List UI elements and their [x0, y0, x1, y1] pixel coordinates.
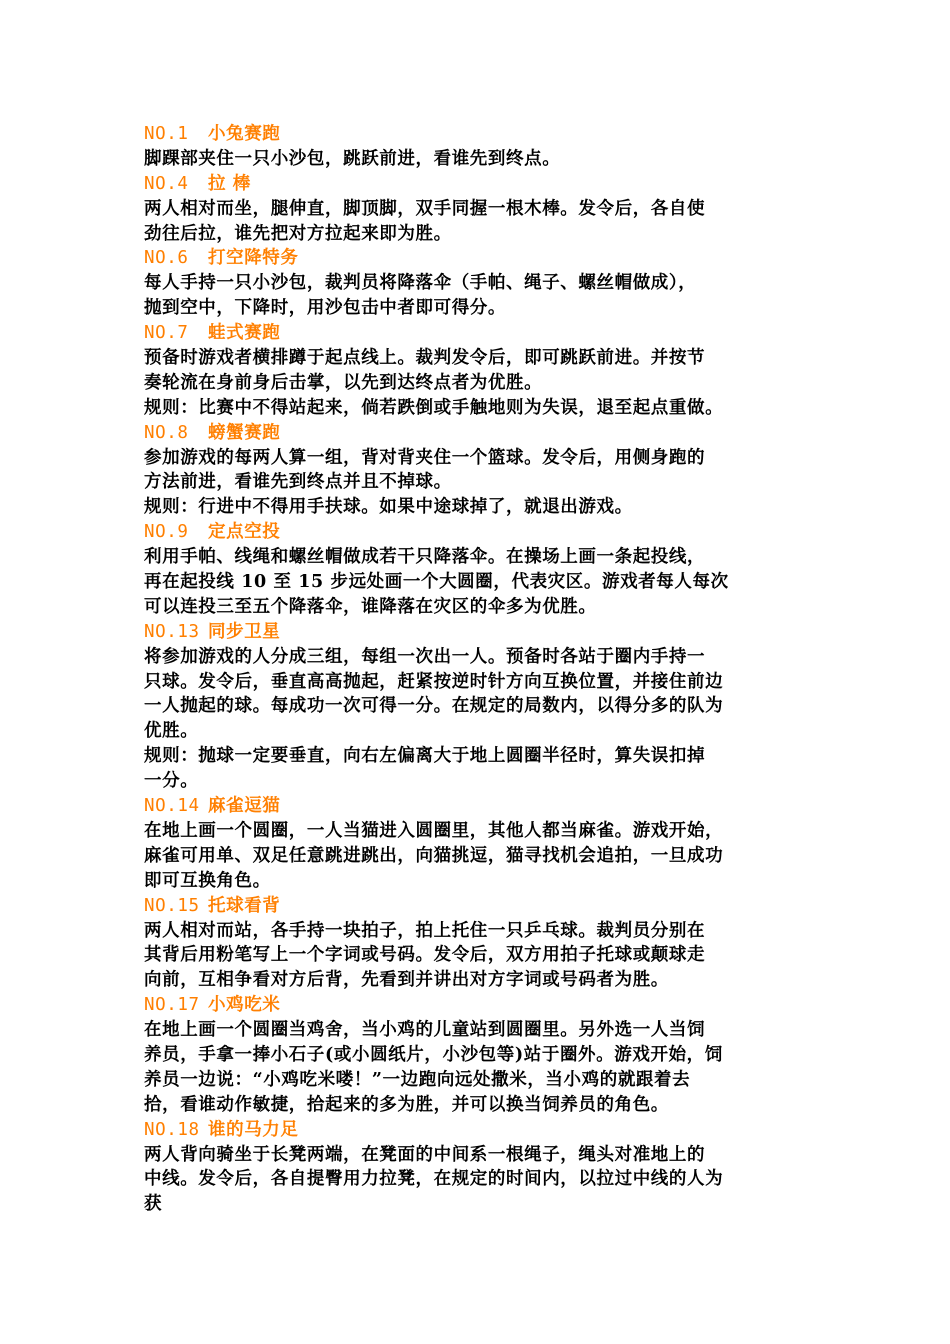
paragraph-line: 在地上画一个圆圈当鸡舍，当小鸡的儿童站到圆圈里。另外选一人当饲: [144, 1020, 706, 1041]
paragraph-line: 两人相对而站，各手持一块拍子，拍上托住一只乒乓球。裁判员分别在: [144, 920, 706, 941]
paragraph-line: 每人手持一只小沙包，裁判员将降落伞（手帕、绳子、螺丝帽做成），: [144, 273, 697, 294]
section-title: 蛙式赛跑: [208, 323, 281, 344]
paragraph-line: 一分。: [144, 771, 199, 792]
paragraph-line: 向前，互相争看对方后背，先看到并讲出对方字词或号码者为胜。: [144, 970, 669, 991]
section-heading: [144, 620, 814, 645]
paragraph-line: 规则：比赛中不得站起来，倘若跌倒或手触地则为失误，退至起点重做。: [144, 397, 724, 418]
paragraph-line: 规则：行进中不得用手扶球。如果中途球掉了，就退出游戏。: [144, 497, 633, 518]
section-heading: [144, 246, 814, 271]
paragraph-line: 养员，手拿一捧小石子(或小圆纸片，小沙包等)站于圈外。游戏开始，饲: [144, 1044, 723, 1065]
paragraph-line: 脚踝部夹住一只小沙包，跳跃前进，看谁先到终点。: [144, 148, 561, 169]
paragraph-line: 预备时游戏者横排蹲于起点线上。裁判发令后，即可跳跃前进。并按节: [144, 348, 706, 369]
section-heading: [144, 122, 814, 147]
paragraph-line: 规则：抛球一定要垂直，向右左偏离大于地上圆圈半径时，算失误扣掉: [144, 746, 706, 767]
section-number: NO.15: [144, 895, 200, 916]
paragraph-line: 中线。发令后，各自提臀用力拉凳，在规定的时间内，以拉过中线的人为: [144, 1169, 724, 1190]
section-number: NO.8: [144, 422, 189, 443]
paragraph-line: 在地上画一个圆圈，一人当猫进入圆圈里，其他人都当麻雀。游戏开始，: [144, 820, 724, 841]
section-title: 小兔赛跑: [208, 124, 281, 144]
section-number: NO.9: [144, 522, 189, 543]
paragraph-line: 方法前进，看谁先到终点并且不掉球。: [144, 472, 452, 493]
paragraph-line: 参加游戏的每两人算一组，背对背夹住一个篮球。发令后，用侧身跑的: [144, 447, 706, 468]
document-page: [144, 122, 814, 1217]
section-heading: [144, 894, 814, 919]
paragraph-line: 可以连投三至五个降落伞，谁降落在灾区的伞多为优胜。: [144, 596, 597, 617]
section-heading: [144, 993, 814, 1018]
paragraph-line: 抛到空中，下降时，用沙包击中者即可得分。: [144, 298, 506, 319]
section-title: 托球看背: [208, 895, 281, 916]
section-heading: [144, 172, 814, 197]
paragraph-line: 获: [144, 1194, 163, 1215]
section-heading: [144, 520, 814, 545]
paragraph-line: 优胜。: [144, 721, 199, 742]
section-title: 拉 棒: [208, 173, 251, 194]
paragraph-line: 只球。发令后，垂直高高抛起，赶紧按逆时针方向互换位置，并接住前边: [144, 671, 724, 692]
paragraph-line: 利用手帕、线绳和螺丝帽做成若干只降落伞。在操场上画一条起投线，: [144, 547, 706, 568]
section-heading: [144, 794, 814, 819]
section-number: NO.13: [144, 621, 200, 642]
section-title: 麻雀逗猫: [208, 796, 281, 817]
section-number: NO.18: [144, 1119, 200, 1140]
paragraph-line: 一人抛起的球。每成功一次可得一分。在规定的局数内，以得分多的队为: [144, 696, 724, 717]
section-number: NO.6: [144, 248, 189, 269]
paragraph-line: 将参加游戏的人分成三组，每组一次出一人。预备时各站于圈内手持一: [144, 646, 706, 667]
paragraph-line: 两人相对而坐，腿伸直，脚顶脚，双手同握一根木棒。发令后，各自使: [144, 198, 706, 219]
section-number: NO.1: [144, 124, 189, 144]
section-title: 谁的马力足: [208, 1119, 299, 1140]
paragraph-line: 奏轮流在身前身后击掌，以先到达终点者为优胜。: [144, 372, 543, 393]
paragraph-line: 劲往后拉，谁先把对方拉起来即为胜。: [144, 223, 452, 244]
section-number: NO.4: [144, 173, 189, 194]
section-heading: [144, 1118, 814, 1143]
section-number: NO.14: [144, 796, 200, 817]
paragraph-line: 养员一边说：“小鸡吃米喽！”一边跑向远处撒米，当小鸡的就跟着去: [144, 1069, 691, 1090]
paragraph-line: 即可互换角色。: [144, 870, 271, 891]
section-heading: [144, 321, 814, 346]
section-title: 打空降特务: [208, 248, 299, 269]
section-number: NO.17: [144, 995, 200, 1016]
paragraph-line: 其背后用粉笔写上一个字词或号码。发令后，双方用拍子托球或颠球走: [144, 945, 706, 966]
paragraph-line: 麻雀可用单、双足任意跳进跳出，向猫挑逗，猫寻找机会追拍，一旦成功: [144, 845, 724, 866]
section-number: NO.7: [144, 323, 189, 344]
paragraph-line: 两人背向骑坐于长凳两端，在凳面的中间系一根绳子，绳头对准地上的: [144, 1144, 706, 1165]
paragraph-line: 拾，看谁动作敏捷，拾起来的多为胜，并可以换当饲养员的角色。: [144, 1094, 669, 1115]
paragraph-line: 再在起投线 10 至 15 步远处画一个大圆圈，代表灾区。游戏者每人每次: [144, 572, 729, 593]
section-title: 同步卫星: [208, 621, 281, 642]
section-title: 小鸡吃米: [208, 995, 281, 1016]
section-heading: [144, 421, 814, 446]
section-title: 定点空投: [208, 522, 281, 543]
section-title: 螃蟹赛跑: [208, 422, 281, 443]
